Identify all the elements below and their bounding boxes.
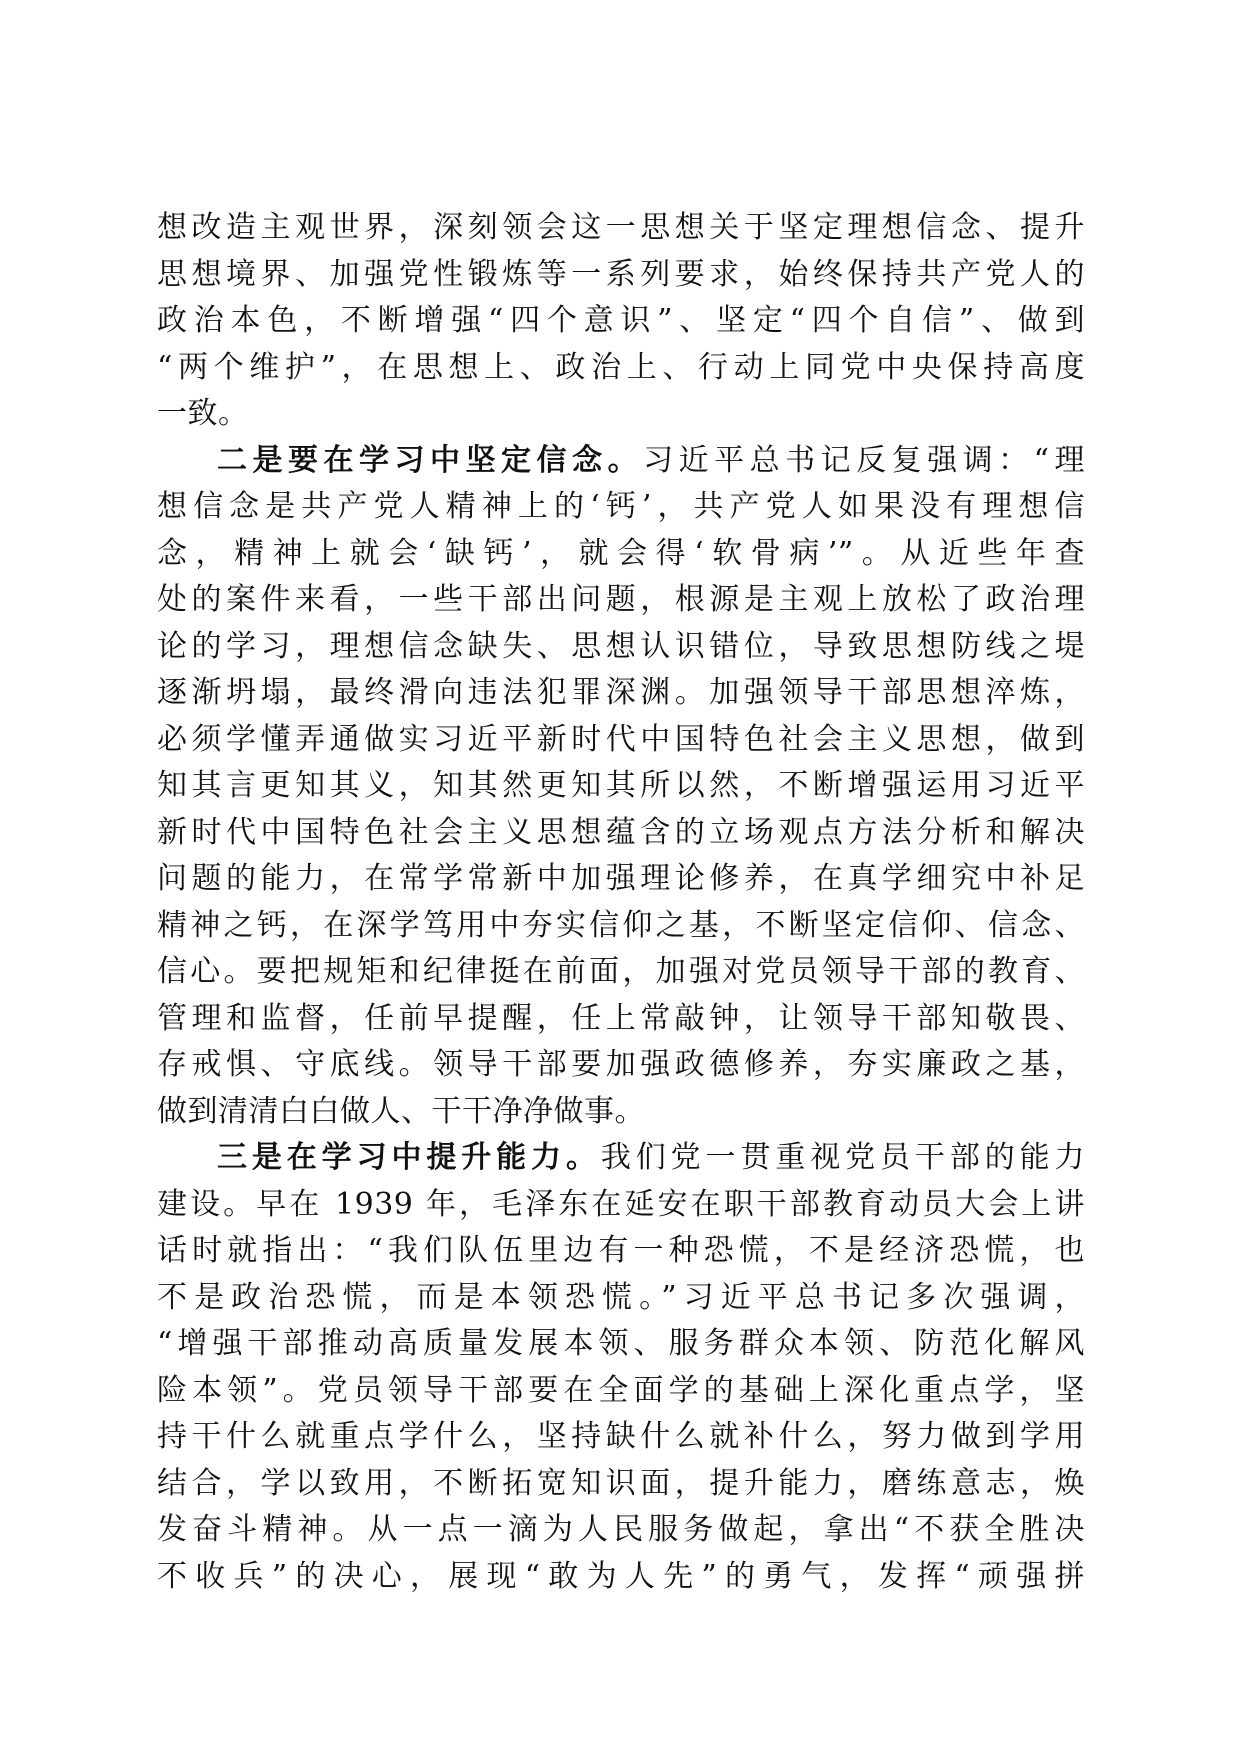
text-run: 习近平总书记反复强调：“理 bbox=[643, 442, 1085, 478]
document-page bbox=[157, 205, 1085, 1600]
text-line: 持干什么就重点学什么，坚持缺什么就补什么，努力做到学用 bbox=[157, 1419, 1085, 1454]
text-line: 问题的能力，在常学常新中加强理论修养，在真学细究中补足 bbox=[157, 861, 1085, 896]
text-line: 必须学懂弄通做实习近平新时代中国特色社会主义思想，做到 bbox=[157, 721, 1085, 757]
text-line: 不收兵”的决心，展现“敢为人先”的勇气，发挥“顽强拼 bbox=[157, 1558, 1085, 1594]
text-line: 论的学习，理想信念缺失、思想认识错位，导致思想防线之堤 bbox=[157, 628, 1085, 664]
paragraph-1 bbox=[157, 205, 1085, 438]
text-line: 政治本色，不断增强“四个意识”、坚定“四个自信”、做到 bbox=[157, 303, 1085, 338]
text-line: 想信念是共产党人精神上的‘钙’，共产党人如果没有理想信 bbox=[157, 489, 1085, 524]
text-line: 逐渐坍塌，最终滑向违法犯罪深渊。加强领导干部思想淬炼， bbox=[157, 675, 1085, 710]
text-line: 做到清清白白做人、干干净净做事。 bbox=[157, 1093, 645, 1129]
text-run: 我们党一贯重视党员干部的能力 bbox=[600, 1140, 1086, 1175]
paragraph-lead-heading: 二是要在学习中坚定信念。 bbox=[217, 442, 644, 478]
text-line: 知其言更知其义，知其然更知其所以然，不断增强运用习近平 bbox=[157, 768, 1085, 803]
text-line: 思想境界、加强党性锻炼等一系列要求，始终保持共产党人的 bbox=[157, 256, 1085, 292]
text-line: 精神之钙，在深学笃用中夯实信仰之基，不断坚定信仰、信念、 bbox=[157, 907, 1085, 943]
text-line: 不是政治恐慌，而是本领恐慌。”习近平总书记多次强调， bbox=[157, 1279, 1085, 1315]
text-line: 结合，学以致用，不断拓宽知识面，提升能力，磨练意志，焕 bbox=[157, 1465, 1085, 1501]
text-line: 发奋斗精神。从一点一滴为人民服务做起，拿出“不获全胜决 bbox=[157, 1512, 1085, 1547]
text-line: 一致。 bbox=[157, 396, 249, 431]
text-line: 存戒惧、守底线。领导干部要加强政德修养，夯实廉政之基， bbox=[157, 1047, 1085, 1082]
text-line: 管理和监督，任前早提醒，任上常敲钟，让领导干部知敬畏、 bbox=[157, 1000, 1085, 1036]
text-line: 险本领”。党员领导干部要在全面学的基础上深化重点学，坚 bbox=[157, 1372, 1085, 1408]
text-line: “两个维护”，在思想上、政治上、行动上同党中央保持高度 bbox=[157, 349, 1085, 385]
text-line: 话时就指出：“我们队伍里边有一种恐慌，不是经济恐慌，也 bbox=[157, 1233, 1085, 1268]
text-line: 处的案件来看，一些干部出问题，根源是主观上放松了政治理 bbox=[157, 582, 1085, 617]
text-line: 新时代中国特色社会主义思想蕴含的立场观点方法分析和解决 bbox=[157, 814, 1085, 850]
paragraph-lead-heading: 三是在学习中提升能力。 bbox=[217, 1140, 601, 1175]
paragraph-first-line bbox=[157, 438, 1085, 485]
text-line: 念，精神上就会‘缺钙’，就会得‘软骨病’”。从近些年查 bbox=[157, 535, 1085, 571]
paragraph-3 bbox=[157, 1135, 1085, 1600]
text-line: “增强干部推动高质量发展本领、服务群众本领、防范化解风 bbox=[157, 1326, 1085, 1361]
paragraph-first-line bbox=[157, 1135, 1085, 1182]
text-line: 建设。早在 1939 年，毛泽东在延安在职干部教育动员大会上讲 bbox=[157, 1186, 1085, 1222]
text-line: 信心。要把规矩和纪律挺在前面，加强对党员领导干部的教育、 bbox=[157, 954, 1085, 989]
paragraph-2 bbox=[157, 438, 1085, 1136]
text-line: 想改造主观世界，深刻领会这一思想关于坚定理想信念、提升 bbox=[157, 210, 1085, 245]
